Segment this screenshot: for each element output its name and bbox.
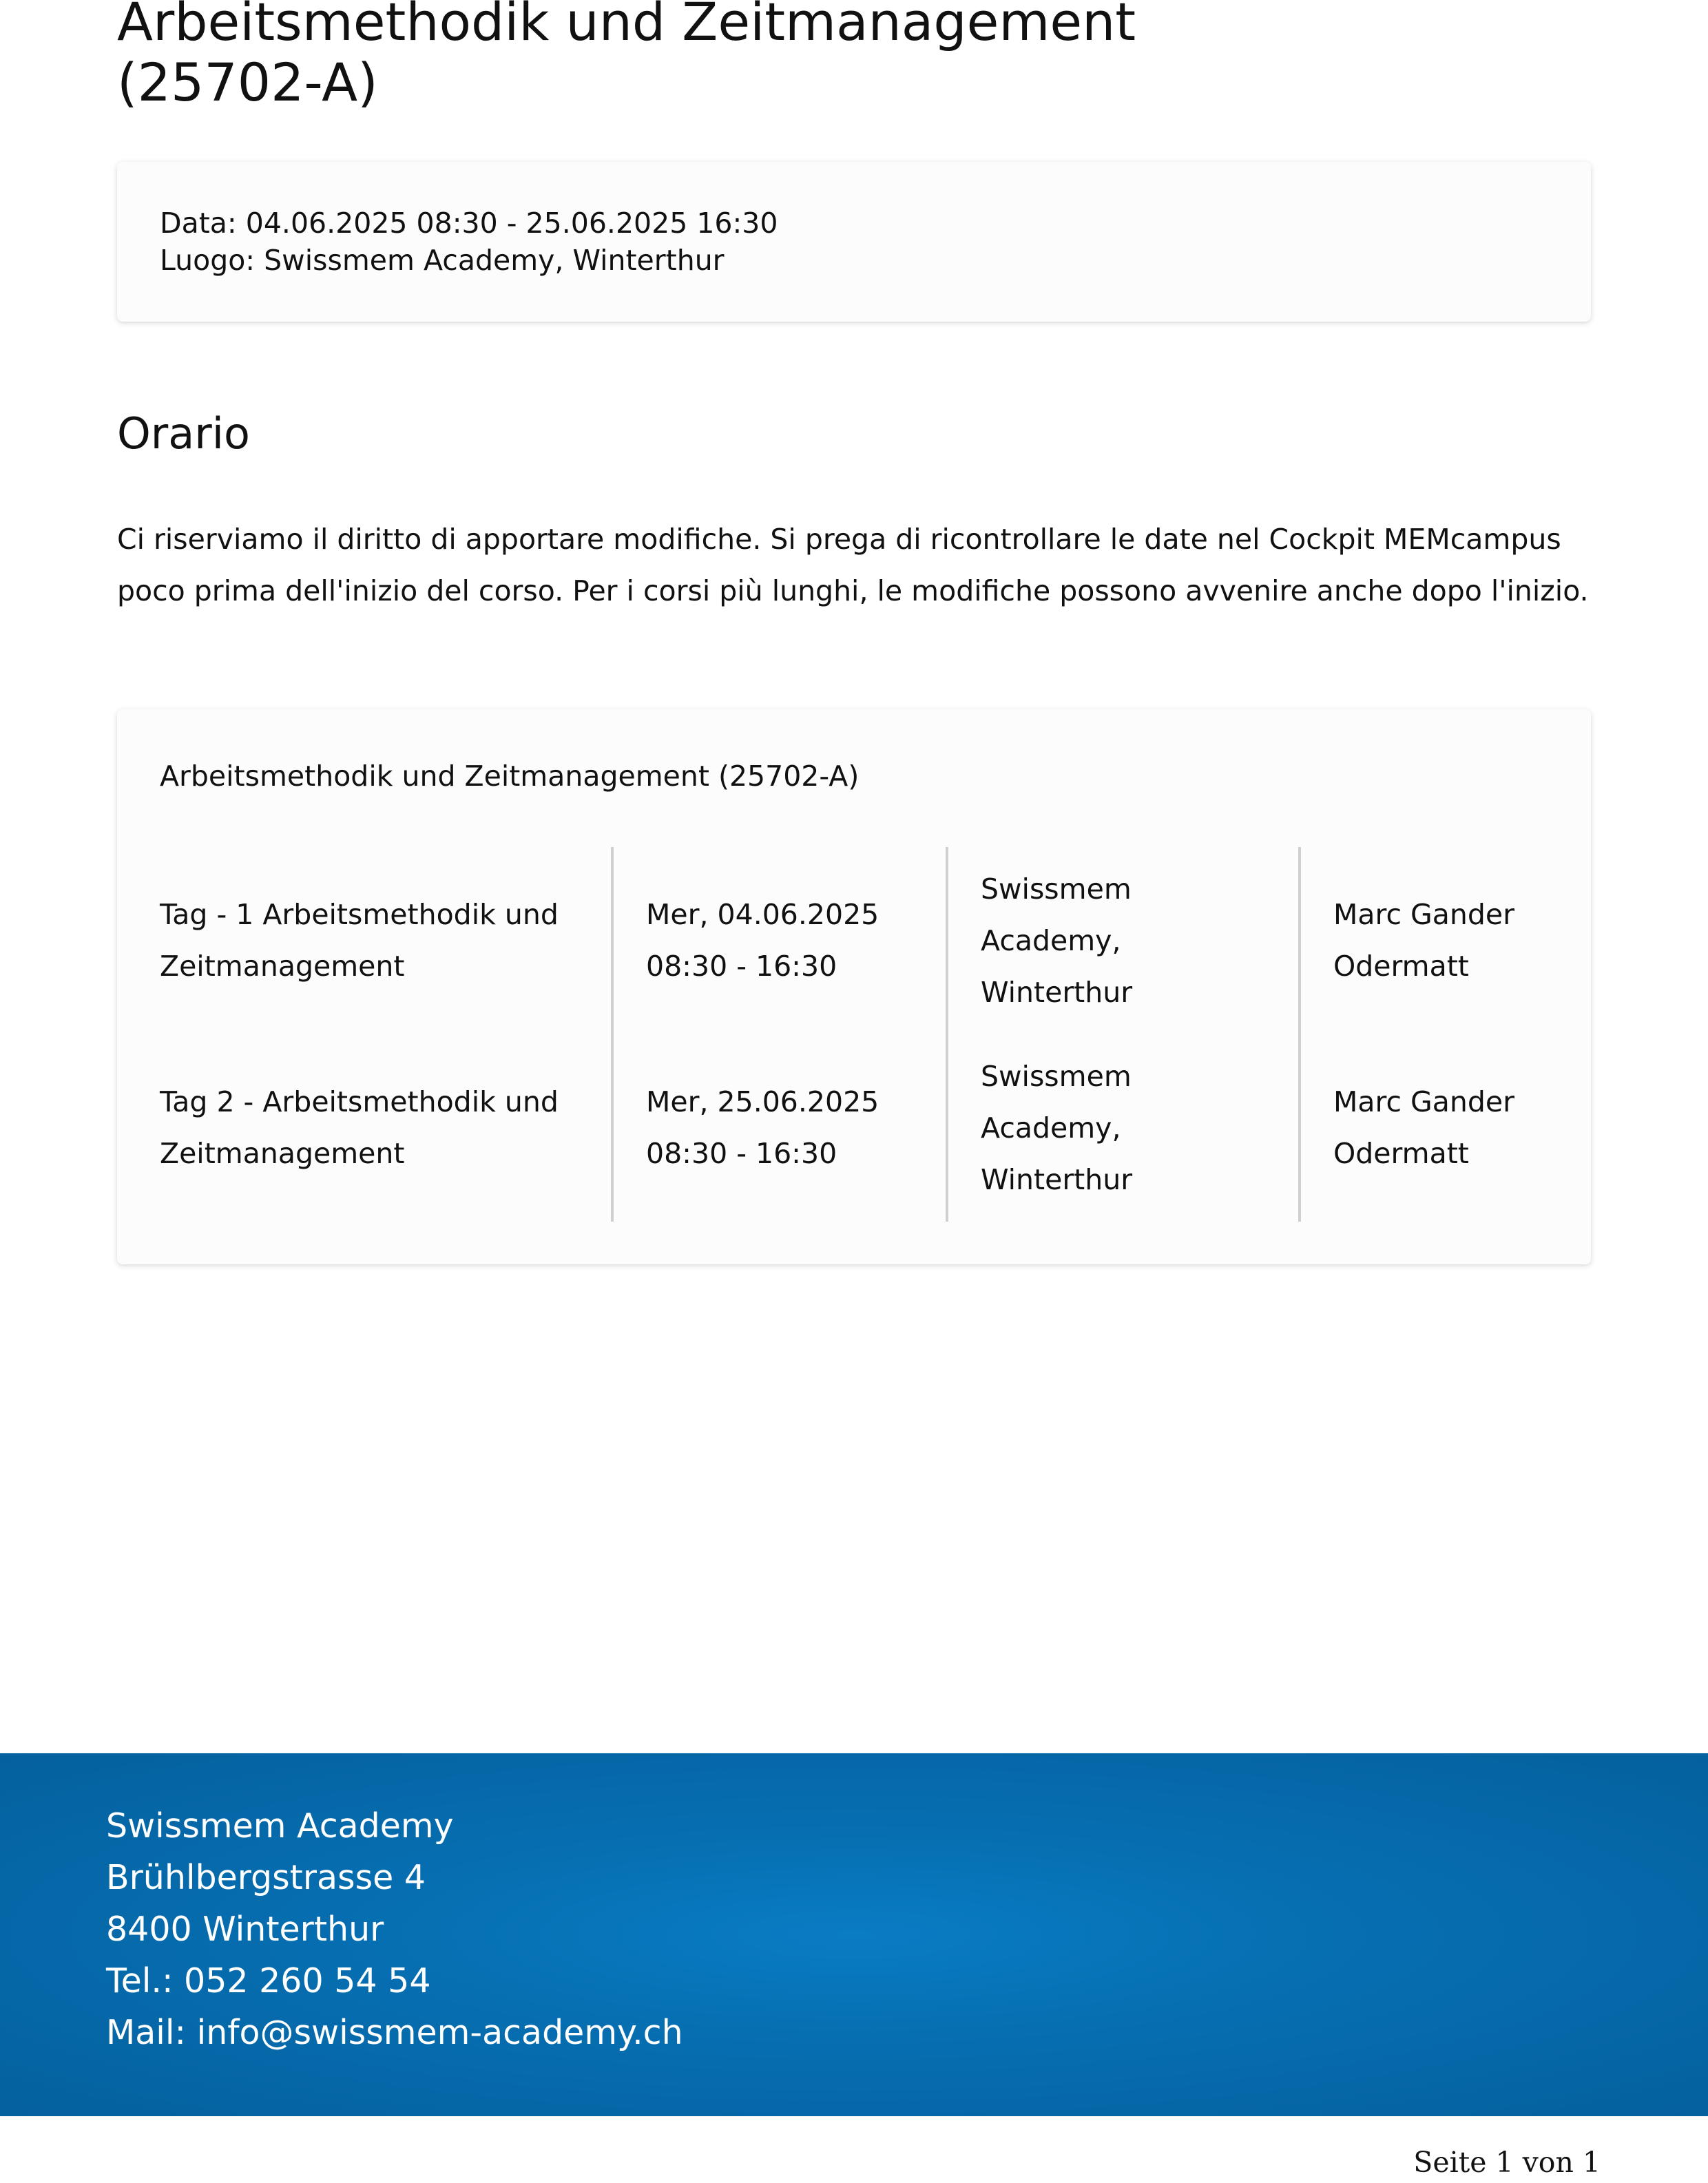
- page-number: Seite 1 von 1: [1413, 2146, 1601, 2179]
- session-location: Winterthur: [981, 975, 1133, 1009]
- page-title-line-2: (25702-A): [117, 52, 378, 113]
- course-date: Data: 04.06.2025 08:30 - 25.06.2025 16:30: [160, 207, 778, 240]
- location-cell: [948, 1034, 1300, 1222]
- session-cell: [160, 1034, 613, 1222]
- trainer-name: Odermatt: [1333, 1137, 1469, 1170]
- footer-address: [106, 1800, 683, 2058]
- session-name: Zeitmanagement: [160, 950, 405, 983]
- footer-phone: Tel.: 052 260 54 54: [106, 1961, 431, 2001]
- footer-street: Brühlbergstrasse 4: [106, 1858, 426, 1897]
- session-name: Zeitmanagement: [160, 1137, 405, 1170]
- session-location: Swissmem: [981, 1059, 1132, 1093]
- location-cell: [948, 847, 1300, 1034]
- footer: [0, 1753, 1708, 2116]
- session-time: 08:30 - 16:30: [646, 950, 837, 983]
- trainer-name: Marc Gander: [1333, 1085, 1515, 1118]
- session-location: Academy,: [981, 923, 1121, 957]
- session-date: Mer, 25.06.2025: [646, 1085, 879, 1118]
- trainer-name: Odermatt: [1333, 950, 1469, 983]
- schedule-card: [117, 709, 1591, 1264]
- footer-city: 8400 Winterthur: [106, 1910, 384, 1949]
- date-cell: [613, 847, 948, 1034]
- trainer-cell: [1300, 1034, 1548, 1222]
- course-location: Luogo: Swissmem Academy, Winterthur: [160, 244, 725, 277]
- schedule-table: [160, 847, 1548, 1222]
- table-row: [160, 847, 1548, 1034]
- date-cell: [613, 1034, 948, 1222]
- session-cell: [160, 847, 613, 1034]
- trainer-name: Marc Gander: [1333, 898, 1515, 931]
- session-name: Tag - 1 Arbeitsmethodik und: [160, 898, 559, 931]
- session-location: Winterthur: [981, 1162, 1133, 1196]
- schedule-heading: Orario: [117, 408, 250, 459]
- schedule-card-title: Arbeitsmethodik und Zeitmanagement (25702-A): [160, 760, 860, 793]
- schedule-note: Ci riserviamo il diritto di apportare modifiche. Si prega di ricontrollare le date nel Cockpit MEMcampus poco prima dell'inizio del corso. Per i corsi più lunghi, le modifiche possono avvenire anche dopo l'inizio.: [117, 523, 1589, 607]
- footer-mail: Mail: info@swissmem-academy.ch: [106, 2013, 683, 2052]
- course-info-card: [117, 162, 1591, 322]
- session-location: Academy,: [981, 1111, 1121, 1145]
- session-name: Tag 2 - Arbeitsmethodik und: [160, 1085, 559, 1118]
- footer-org: Swissmem Academy: [106, 1806, 454, 1846]
- table-row: [160, 1034, 1548, 1222]
- page-title: [117, 0, 1136, 113]
- session-date: Mer, 04.06.2025: [646, 898, 879, 931]
- page-title-line-1: Arbeitsmethodik und Zeitmanagement: [117, 0, 1136, 52]
- session-time: 08:30 - 16:30: [646, 1137, 837, 1170]
- trainer-cell: [1300, 847, 1548, 1034]
- session-location: Swissmem: [981, 872, 1132, 906]
